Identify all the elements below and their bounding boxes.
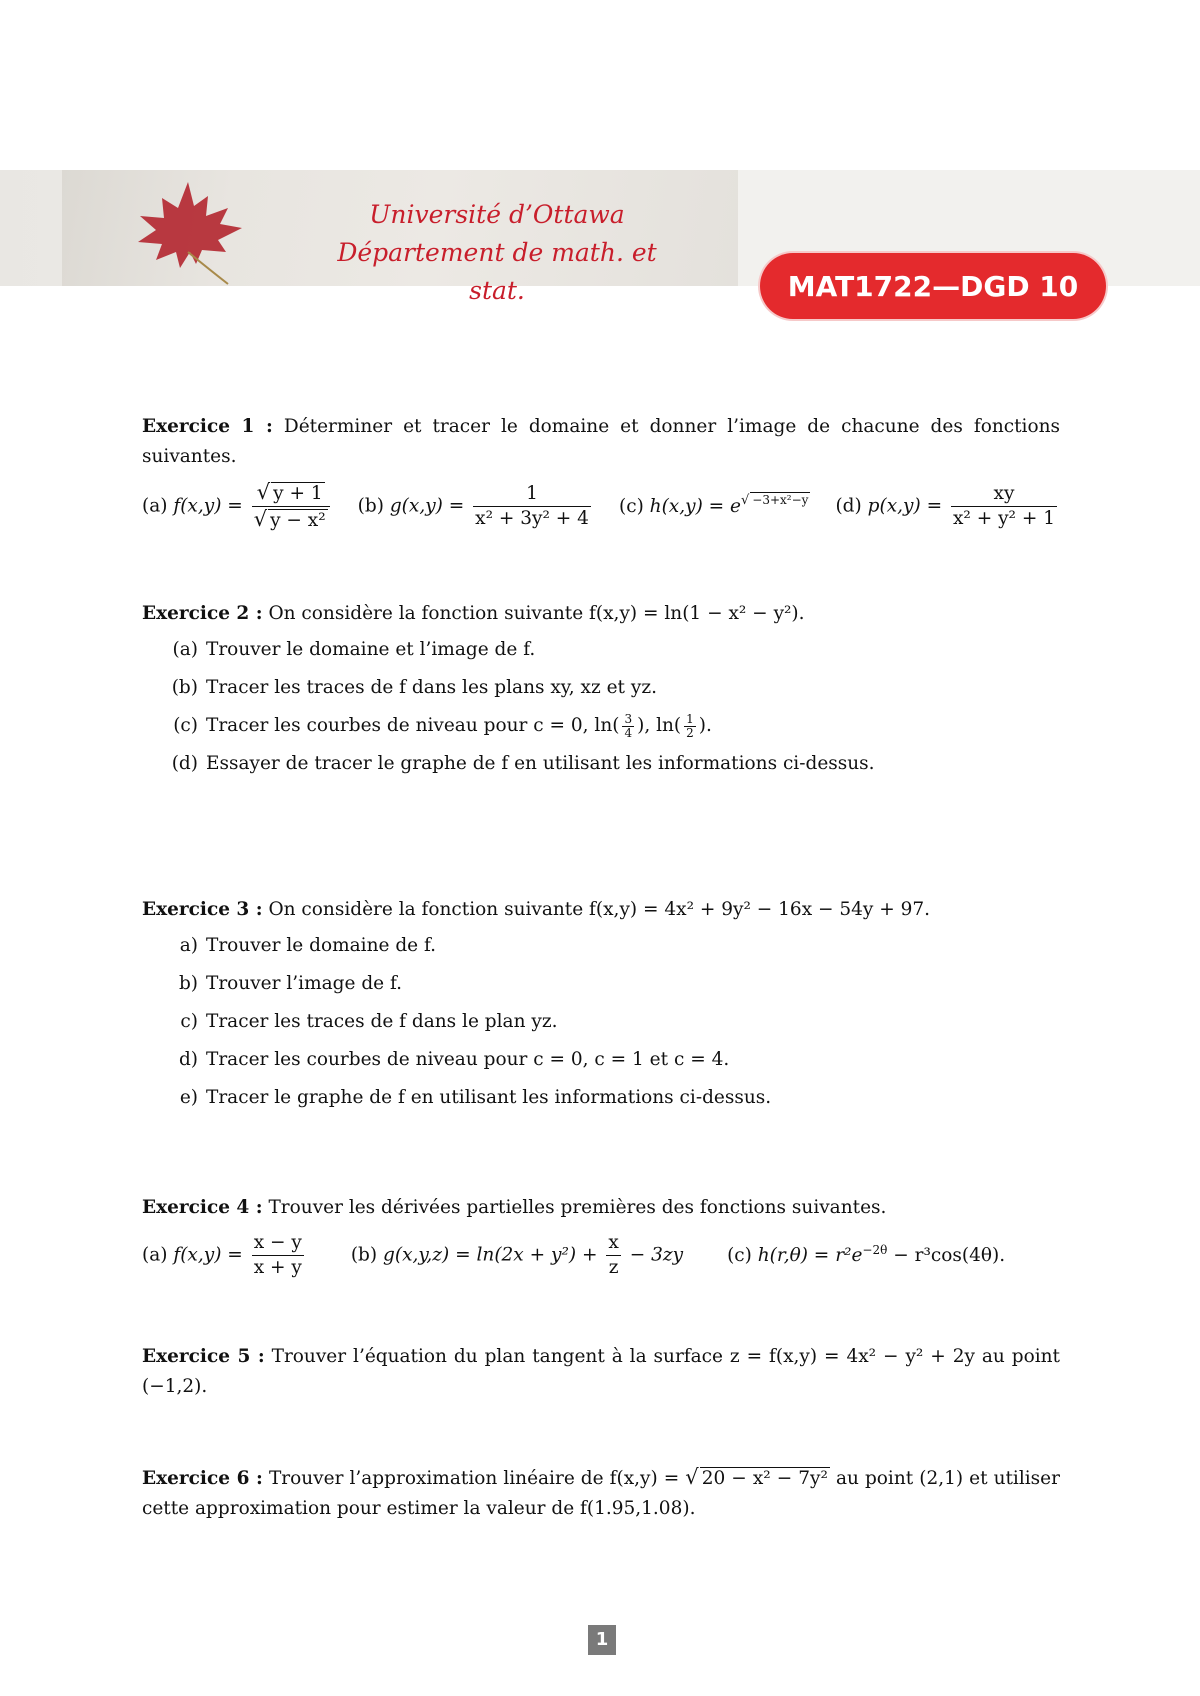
university-name: Université d’Ottawa <box>369 200 625 229</box>
exercise-6-text-pre: Trouver l’approximation linéaire de f(x,y) = <box>268 1468 680 1489</box>
exercise-3-title: Exercice 3 : <box>142 899 263 920</box>
exercise-sheet <box>142 412 1060 1524</box>
course-badge: MAT1722—DGD 10 <box>760 253 1106 319</box>
list-item: (a) Trouver le domaine et l’image de f. <box>172 639 536 660</box>
page-number: 1 <box>588 1625 616 1655</box>
maple-leaf-icon <box>110 172 260 290</box>
ex1-item-a: (a) f(x,y) = $\frac{√ y + 1}{\text{√ y − x²}}$ <box>142 480 333 533</box>
ex4-item-c: (c) $h(r,\theta) = r^2e^{-2\theta} - r^3\cos(4\theta)$. <box>727 1242 1006 1266</box>
exercise-2-text: On considère la fonction suivante f(x,y) = ln(1 − x² − y²). <box>268 603 805 624</box>
exercise-4-title: Exercice 4 : <box>142 1197 263 1218</box>
list-item: (c) Tracer les courbes de niveau pour c = 0, ln( $\frac{3}{4}$ ), ln( $\frac{1}{2}$ ). <box>173 711 712 740</box>
list-item: (b) Tracer les traces de f dans les plans xy, xz et yz. <box>171 677 657 698</box>
exercise-2 <box>142 599 1060 629</box>
list-item: c) Tracer les traces de f dans le plan yz. <box>180 1011 558 1032</box>
ex1-a-fraction: $\frac{√ y + 1}{\text{√ y − x²}}$ <box>252 480 330 533</box>
exercise-3-items <box>142 931 1060 1113</box>
ex1-item-c: (c) $h(x,y) = e^{√ -3+x^2-y}$ <box>618 493 809 517</box>
exercise-3 <box>142 895 1060 925</box>
list-item: e) Tracer le graphe de f en utilisant les informations ci-dessus. <box>179 1087 772 1108</box>
department-name: Département de math. et stat. <box>337 238 657 305</box>
exercise-2-items <box>142 635 1060 779</box>
exercise-6-radicand: 20 − x² − 7y² <box>701 1468 828 1489</box>
exercise-1-title: Exercice 1 : <box>142 416 273 437</box>
exercise-6-title: Exercice 6 : <box>142 1468 263 1489</box>
ex4-item-b: (b) g(x,y,z) = ln(2x + y²) + $\frac{x}{z}$ − 3zy <box>350 1232 684 1278</box>
exercise-4-text: Trouver les dérivées partielles premières des fonctions suivantes. <box>268 1197 887 1218</box>
list-item: a) Trouver le domaine de f. <box>179 935 437 956</box>
list-item: d) Tracer les courbes de niveau pour c = 0, c = 1 et c = 4. <box>178 1049 730 1070</box>
ex4-item-a: (a) f(x,y) = $\frac{x - y}{x + y}$ <box>142 1232 302 1278</box>
list-item: b) Trouver l’image de f. <box>178 973 403 994</box>
exercise-5 <box>142 1342 1060 1402</box>
exercise-2-title: Exercice 2 : <box>142 603 263 624</box>
list-item: (d) Essayer de tracer le graphe de f en utilisant les informations ci-dessus. <box>171 753 875 774</box>
ex1-d-fraction: $\frac{xy}{\text{x² + y² + 1}}$ <box>952 483 1055 529</box>
exercise-4 <box>142 1193 1060 1223</box>
exercise-1-text: Déterminer et tracer le domaine et donner l’image de chacune des fonctions suivantes. <box>142 416 1061 467</box>
exercise-6-text-post: au point (2,1) et utiliser cette approximation pour estimer la valeur de f(1.95,1.08). <box>142 1468 1060 1519</box>
exercise-3-text: On considère la fonction suivante f(x,y) = 4x² + 9y² − 16x − 54y + 97. <box>268 899 931 920</box>
exercise-5-text: Trouver l’équation du plan tangent à la surface z = f(x,y) = 4x² − y² + 2y au point (−1,2). <box>142 1346 1060 1397</box>
exercise-4-functions <box>142 1231 1060 1280</box>
university-title <box>332 196 662 310</box>
ex1-item-d: (d) p(x,y) = $\frac{xy}{\text{x² + y² + 1}}$ <box>835 483 1055 529</box>
exercise-6: Exercice 6 : Trouver l’approximation linéaire de f(x,y) = √ 20 − x² − 7y² au point (2,1) et utiliser cette approximation pour estimer la valeur de f(1.95,1.08). <box>142 1465 1060 1519</box>
exercise-5-title: Exercice 5 : <box>142 1346 265 1367</box>
ex1-b-fraction: $\frac{1}{\text{x² + 3y² + 4}}$ <box>475 483 589 529</box>
exercise-1-functions <box>142 480 1060 533</box>
exercise-1 <box>142 412 1060 472</box>
ex1-item-b: (b) g(x,y) = $\frac{1}{\text{x² + 3y² + 4}}$ <box>357 483 589 529</box>
